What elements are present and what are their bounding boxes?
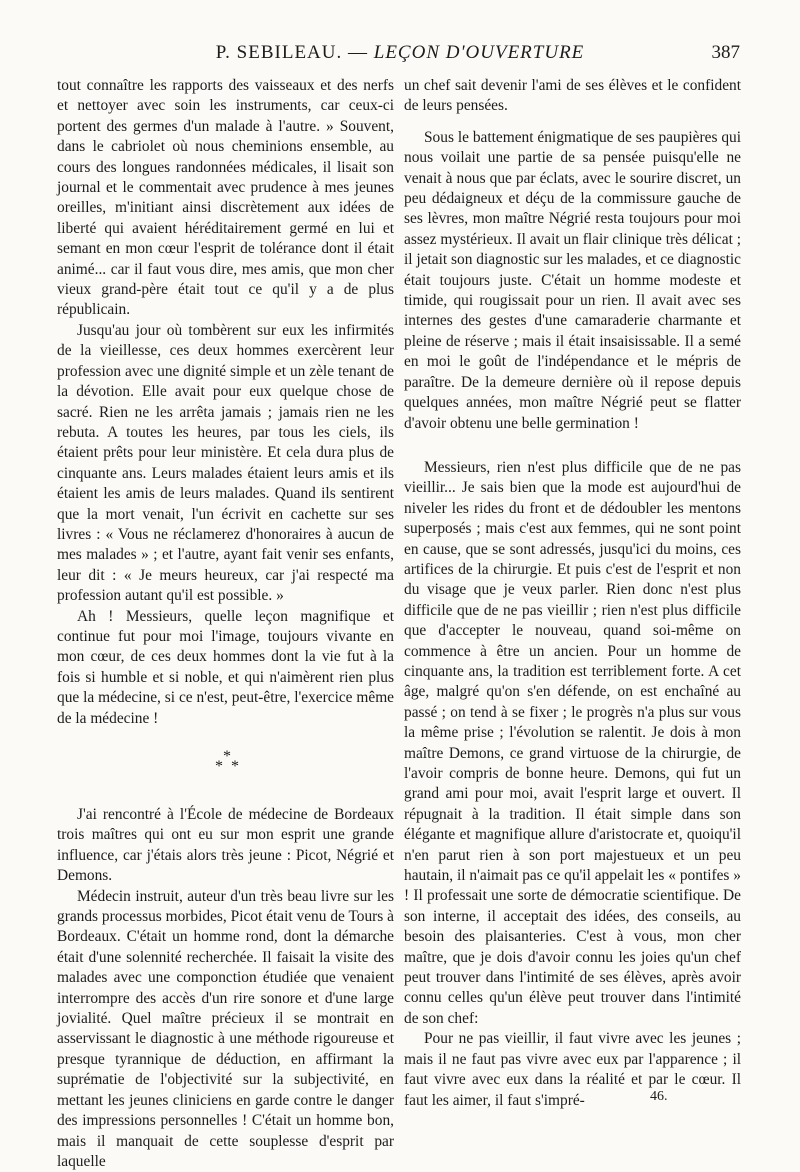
left-column (57, 76, 394, 1172)
section-separator-asterism: * * * (215, 748, 239, 775)
page-header (60, 42, 740, 72)
paragraph: Messieurs, rien n'est plus difficile que de ne pas vieillir... Je sais bien que la mode est aujourd'hui de niveler les rides du front et de dédoubler les mentons superposés ; mais c'est aux femmes, qui ne sont point en cause, que se sont adressés, jusqu'ici du moins, ces artifices de la chirurgie. Et puis c'est de l'esprit et non du visage que je veux parler. Rien donc n'est plus difficile que de ne pas vieillir ; rien n'est plus difficile que d'accepter le nouveau, quand soi-même on commence à être un ancien. Pour un homme de cinquante ans, la tradition est terriblement forte. A cet âge, malgré qu'on s'en défende, on est enchaîné au passé ; on tend à se fixer ; le progrès n'a plus sur vous la même prise ; l'évolution se ralentit. Je dois à mon maître Demons, ce grand virtuose de la chirurgie, de l'avoir compris de bonne heure. Demons, qui fut un grand ami pour moi, avait l'esprit large et ouvert. Il répugnait à la tradition. Il était simple dans son élégante et magnifique allure d'aristocrate et, quoiqu'il n'en parut rien à son port majestueux et un peu hautain, il n'aimait pas ce qu'il appelait les « pontifes » ! Il professait une sorte de démocratie scientifique. De son interne, il acceptait des idées, des conseils, au besoin des plaisanteries. C'est à vous, mon cher maître, que je dois d'avoir connu les joies qu'un chef peut trouver dans l'intimité de ses élèves, après avoir connu celles qu'un élève peut trouver dans l'intimité de son chef: (404, 458, 741, 1027)
signature-mark: 46. (650, 1089, 668, 1104)
title-section: LEÇON D'OUVERTURE (373, 42, 585, 63)
paragraph: tout connaître les rapports des vaisseaux et des nerfs et nettoyer avec soin les instruments, car ceux-ci portent des germes d'un malade à l'autre. » Souvent, dans le cabriolet où nous cheminions ensemble, au cours des longues randonnées médicales, il lisait son journal et le commentait avec prudence à mes jeunes oreilles, m'initiant ainsi discrètement aux idées de liberté qui avaient héréditairement germé en lui et semant en mon cœur l'esprit de tolérance dont il était animé... car il faut vous dire, mes amis, que mon cher vieux grand-père était tout ce qu'il y a de plus républicain. (57, 77, 394, 319)
paragraph: Pour ne pas vieillir, il faut vivre avec les jeunes ; mais il ne faut pas vivre avec eux par l'apparence ; il faut vivre avec eux dans la réalité et par le cœur. Il faut les aimer, il faut s'impré- (404, 1030, 741, 1109)
paragraph: J'ai rencontré à l'École de médecine de Bordeaux trois maîtres qui ont eu sur mon esprit une grande influence, car j'étais alors très jeune : Picot, Négrié et Demons. (57, 806, 394, 885)
running-title (60, 42, 740, 64)
paragraph: un chef sait devenir l'ami de ses élèves et le confident de leurs pensées. (404, 77, 741, 115)
paragraph: Sous le battement énigmatique de ses paupières qui nous voilait une partie de sa pensée puisqu'elle ne venait à nous que par éclats, avec le sourire discret, un peu dédaigneux et déçu de la commissure gauche de ses lèvres, mon maître Négrié resta toujours pour moi assez mystérieux. Il avait un flair clinique très délicat ; il jetait son diagnostic sur les malades, et ce diagnostic était toujours juste. C'était un homme modeste et timide, qui rougissait pour un rien. Il avait avec ses internes des gestes d'une camaraderie charmante et pleine de réserve ; mais il était insaisissable. Il a semé en moi le goût de l'indépendance et le mépris de paraître. De la demeure dernière où il repose depuis quelques années, mon maître Négrié peut se flatter d'avoir obtenu une belle germination ! (404, 128, 741, 432)
right-column (404, 76, 741, 1111)
paragraph: Ah ! Messieurs, quelle leçon magnifique et continue fut pour moi l'image, toujours vivante en mon cœur, de ces deux hommes dont la vie fut à la fois si humble et si noble, et qui n'aimèrent rien plus que la médecine, si ce n'est, peut-être, l'exercice même de la médecine ! (57, 607, 394, 727)
paragraph: Jusqu'au jour où tombèrent sur eux les infirmités de la vieillesse, ces deux hommes exercèrent leur profession avec une dignité simple et un zèle tenant de la dévotion. Elle avait pour eux quelque chose de sacré. Rien ne les arrêta jamais ; jamais rien ne les rebuta. A toutes les heures, par tous les ciels, ils étaient prêts pour leur ministère. Et cela dura plus de cinquante ans. Leurs malades étaient leurs amis et ils étaient les amis de leurs malades. Quand ils sentirent que la mort venait, l'un écrivit en cachette sur ses livres : « Vous ne réclamerez d'honoraires à aucun de mes malades » ; et l'autre, ayant fait venir ses enfants, leur dit : « Je meurs heureux, car j'ai respecté ma profession autant qu'il est possible. » (57, 321, 394, 605)
paragraph: Médecin instruit, auteur d'un très beau livre sur les grands processus morbides, Picot était venu de Tours à Bordeaux. C'était un homme rond, dont la démarche était d'une solennité recherchée. Il faisait la visite des malades avec une componction étudiée que venaient interrompre des accès d'un rire sonore et d'une large jovialité. Quel maître précieux il se montrait en asservissant le diagnostic à une méthode rigoureuse et presque tyrannique de déduction, en affirmant la suprématie de l'objectivité sur la subjectivité, en mettant les jeunes cliniciens en garde contre le danger des impressions personnelles ! C'était un homme bon, mais il manquait de cette souplesse d'esprit par laquelle (57, 887, 394, 1170)
title-author: P. SEBILEAU. — (215, 42, 374, 63)
page-number: 387 (711, 42, 740, 63)
